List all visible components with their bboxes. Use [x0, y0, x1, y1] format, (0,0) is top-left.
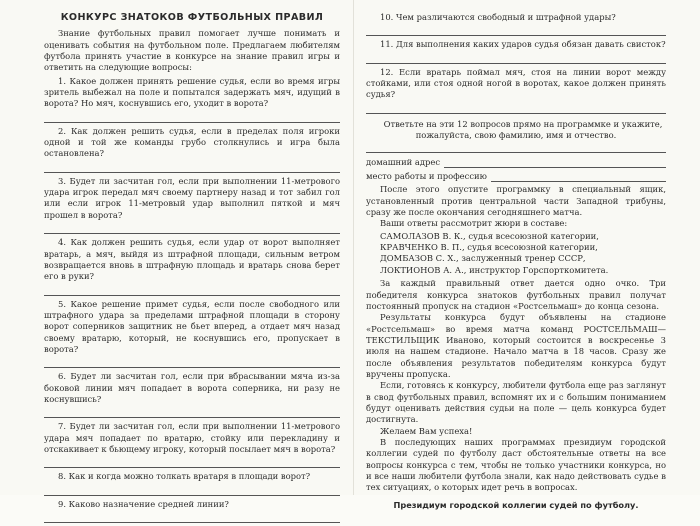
work-label: место работы и профессию [366, 171, 487, 182]
answer-line-8[interactable] [44, 484, 340, 496]
name-line[interactable] [366, 141, 666, 153]
answer-line-7[interactable] [44, 456, 340, 468]
signature: Президиум городской коллегии судей по футболу. [393, 499, 639, 510]
question-1: 1. Какое должен принять решение судья, если во время игры зритель выбежал на поле и попытался задержать мяч, идущий в ворота? Но мяч, коснувшись его, уходит в ворота? [44, 75, 340, 109]
jury-list [380, 231, 666, 276]
question-4: 4. Как должен решить судья, если удар от ворот выполняет вратарь, а мяч, выйдя из штрафной площади, сильным ветром возвращается вновь в штрафную площадь и вратарь снова берет его в руки? [44, 237, 340, 282]
contest-title: КОНКУРС ЗНАТОКОВ ФУТБОЛЬНЫХ ПРАВИЛ [60, 12, 324, 23]
answer-line-10[interactable] [366, 24, 666, 36]
answer-line-6[interactable] [44, 406, 340, 418]
jury-member: ЛОКТИОНОВ А. А., инструктор Горспорткомитета. [380, 264, 609, 275]
answer-line-11[interactable] [366, 52, 666, 64]
intro-text: Знание футбольных правил помогает лучше понимать и оценивать события на футбольном поле. Предлагаем любителям футбола принять участие в конкурсе на знание правил игры и ответить на следующие вопросы: [44, 28, 340, 73]
question-7: 7. Будет ли засчитан гол, если при выполнении 11-метрового удара мяч попадает по вратарю, стойку или перекладину и отскакивает к бьющему игроку, который посылает мяч в ворота? [44, 421, 340, 454]
right-column [366, 12, 666, 511]
jury-member: ДОМБАЗОВ С. Х., заслуженный тренер СССР, [380, 253, 586, 264]
jury-member: КРАВЧЕНКО В. П., судья всесоюзной категории, [380, 242, 598, 253]
question-6: 6. Будет ли засчитан гол, если при вбрасывании мяча из-за боковой линии мяч попадает в ворота соперника, ни разу не коснувшись? [44, 371, 340, 404]
question-10: 10. Чем различаются свободный и штрафной удары? [380, 12, 616, 22]
answer-line-12[interactable] [366, 102, 666, 114]
question-5: 5. Какое решение примет судья, если после свободного или штрафного удара за пределами штрафной площади в сторону ворот соперников защитник не бьет вперед, а отдает мяч назад своему вратарю, который, не коснувшись его, пропускает в ворота? [44, 298, 340, 354]
question-8: 8. Как и когда можно толкать вратаря в площади ворот? [58, 471, 311, 482]
address-label: домашний адрес [366, 157, 441, 168]
answer-line-9[interactable] [44, 511, 340, 523]
left-column [44, 12, 340, 526]
answer-note: Ответьте на эти 12 вопросов прямо на программке и укажите, пожалуйста, свою фамилию, имя и отчество. [383, 118, 663, 141]
question-3: 3. Будет ли засчитан гол, если при выполнении 11-метрового удара игрок передал мяч своему партнеру назад и тот забил гол или если игрок 11-метровый удар выполнил пяткой и мяч прошел в ворота? [44, 175, 340, 220]
prize-text: За каждый правильный ответ дается одно очко. Три победителя конкурса знатоков футбольных правил получат постоянный пропуск на стадион «Ростсельмаш» до конца сезона. [366, 278, 666, 311]
address-line[interactable] [444, 158, 666, 168]
answer-line-5[interactable] [44, 356, 340, 368]
answer-line-4[interactable] [44, 284, 340, 296]
wish-text: Желаем Вам успеха! [380, 425, 473, 436]
results-text: Результаты конкурса будут объявлены на стадионе «Ростсельмаш» во время матча команд РОСТСЕЛЬМАШ—ТЕКСТИЛЬЩИК Иваново, который состоится в воскресенье 3 июля на нашем стадионе. Начало матча в 18 часов. Сразу же после объявления результатов победителям конкурса будут вручены пропуска. [366, 312, 666, 379]
question-11: 11. Для выполнения каких ударов судья обязан давать свисток? [380, 39, 666, 50]
rules-text: После этого опустите программку в специальный ящик, установленный против центральной части Западной трибуны, сразу же после окончания сегодняшнего матча. [366, 184, 666, 218]
answer-line-3[interactable] [44, 222, 340, 234]
work-field[interactable] [366, 170, 666, 182]
question-12: 12. Если вратарь поймал мяч, стоя на линии ворот между стойками, или стоя одной ногой в воротах, какое должен принять судья? [366, 66, 666, 100]
address-field[interactable] [366, 156, 666, 168]
question-9: 9. Каково назначение средней линии? [58, 498, 229, 509]
jury-member: САМОЛАЗОВ В. К., судья всесоюзной категории, [380, 230, 599, 241]
page-fold [353, 0, 354, 495]
future-text: В последующих наших программах президиум городской коллегии судей по футболу даст обстоятельные ответы на все вопросы конкурса с тем, чтобы не только участники конкурса, но и все наши любители футбола знали, как надо действовать судье в тех ситуациях, о которых идет речь в вопросах. [366, 436, 666, 493]
invite-text: Если, готовясь к конкурсу, любители футбола еще раз заглянут в свод футбольных правил, вспомнят их и с большим пониманием будут оценивать действия судьи на поле — цель конкурса будет достигнута. [366, 380, 666, 425]
question-2: 2. Как должен решить судья, если в пределах поля игроки одной и той же команды грубо столкнулись и игра была остановлена? [44, 125, 340, 159]
answer-line-1[interactable] [44, 111, 340, 123]
answer-line-2[interactable] [44, 161, 340, 173]
work-line[interactable] [491, 172, 666, 182]
jury-intro: Ваши ответы рассмотрит жюри в составе: [380, 218, 568, 229]
